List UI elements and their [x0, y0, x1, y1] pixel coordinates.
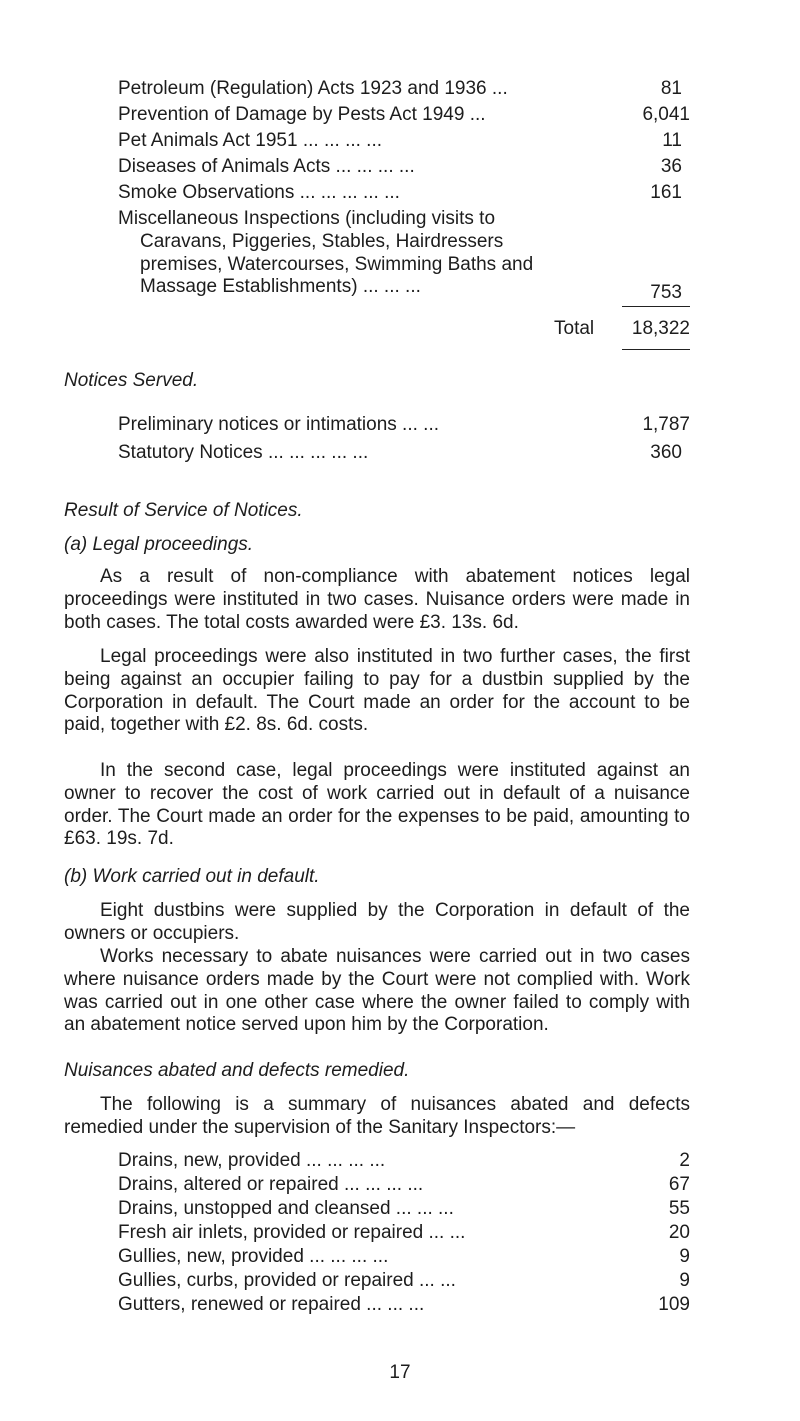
nuisance-row [118, 1246, 690, 1270]
misc-line: premises, Watercourses, Swimming Baths and [140, 253, 534, 275]
nuisance-label: Gutters, renewed or repaired ... ... ... [118, 1294, 425, 1315]
nuisance-label: Drains, unstopped and cleansed ... ... ... [118, 1198, 454, 1219]
notice-value: 360 [650, 442, 682, 463]
inspection-value: 11 [662, 130, 682, 151]
misc-value: 753 [650, 282, 682, 303]
nuisance-value: 9 [679, 1246, 690, 1267]
inspection-value: 36 [660, 156, 682, 177]
nuisance-value: 55 [668, 1198, 690, 1219]
inspection-value: 81 [660, 78, 682, 99]
total-row [118, 318, 690, 342]
legal-paragraph: As a result of non-compliance with abatement notices legal proceedings were instituted in two cases. Nuisance orders were made in both cases. The total costs awarded were £3. 13s. 6d. [64, 566, 690, 633]
total-rule-top [622, 306, 690, 307]
nuisance-value: 109 [658, 1294, 690, 1315]
nuisance-value: 20 [668, 1222, 690, 1243]
inspection-row [118, 104, 690, 128]
nuisance-row [118, 1174, 690, 1198]
inspection-label: Diseases of Animals Acts ... ... ... ... [118, 156, 415, 177]
nuisance-value: 2 [679, 1150, 690, 1171]
inspection-label: Pet Animals Act 1951 ... ... ... ... [118, 130, 383, 151]
misc-value-row [118, 282, 690, 306]
misc-line: Massage Establishments) ... ... ... [140, 276, 421, 298]
nuisances-heading: Nuisances abated and defects remedied. [64, 1060, 410, 1081]
default-heading: (b) Work carried out in default. [64, 866, 320, 887]
inspection-value: 6,041 [642, 104, 690, 125]
legal-paragraph: Legal proceedings were also instituted in two further cases, the first being against an occupier failing to pay for a dustbin supplied by the Corporation in default. The Court made an order for the account to be paid, together with £2. 8s. 6d. costs. [64, 646, 690, 736]
notices-heading: Notices Served. [64, 370, 199, 391]
nuisance-row [118, 1294, 690, 1318]
nuisance-row [118, 1270, 690, 1294]
legal-heading: (a) Legal proceedings. [64, 534, 254, 555]
nuisances-intro: The following is a summary of nuisances abated and defects remedied under the supervision of the Sanitary Inspectors:— [64, 1094, 690, 1138]
total-value: 18,322 [631, 318, 690, 339]
misc-line: Caravans, Piggeries, Stables, Hairdressers [140, 230, 504, 252]
nuisance-label: Gullies, curbs, provided or repaired ... ... [118, 1270, 456, 1291]
result-heading: Result of Service of Notices. [64, 500, 303, 521]
total-label: Total [554, 318, 595, 339]
inspection-row [118, 156, 690, 180]
inspection-row [118, 182, 690, 206]
nuisance-value: 9 [679, 1270, 690, 1291]
nuisance-row [118, 1222, 690, 1246]
nuisance-row [118, 1198, 690, 1222]
inspection-value: 161 [650, 182, 682, 203]
inspection-row [118, 130, 690, 154]
nuisance-label: Gullies, new, provided ... ... ... ... [118, 1246, 389, 1267]
page-number: 17 [389, 1362, 411, 1383]
nuisance-label: Fresh air inlets, provided or repaired ... ... [118, 1222, 466, 1243]
default-paragraph: Eight dustbins were supplied by the Corporation in default of the owners or occupiers. [64, 900, 690, 944]
notice-row [118, 414, 690, 438]
nuisance-label: Drains, new, provided ... ... ... ... [118, 1150, 386, 1171]
nuisance-label: Drains, altered or repaired ... ... ... ... [118, 1174, 424, 1195]
legal-paragraph: In the second case, legal proceedings were instituted against an owner to recover the cost of work carried out in default of a nuisance order. The Court made an order for the expenses to be paid, amounting to £63. 19s. 7d. [64, 760, 690, 850]
notice-label: Statutory Notices ... ... ... ... ... [118, 442, 369, 463]
inspection-label: Prevention of Damage by Pests Act 1949 ... [118, 104, 486, 125]
nuisance-row [118, 1150, 690, 1174]
nuisance-value: 67 [668, 1174, 690, 1195]
inspection-label: Smoke Observations ... ... ... ... ... [118, 182, 400, 203]
default-paragraph: Works necessary to abate nuisances were carried out in two cases where nuisance orders made by the Court were not complied with. Work was carried out in one other case where the owner failed to comply with an abatement notice served upon him by the Corporation. [64, 946, 690, 1036]
inspection-label: Petroleum (Regulation) Acts 1923 and 1936 ... [118, 78, 508, 99]
notice-value: 1,787 [642, 414, 690, 435]
notice-row [118, 442, 690, 466]
total-rule-bottom [622, 349, 690, 350]
misc-line: Miscellaneous Inspections (including visits to [118, 208, 496, 229]
notice-label: Preliminary notices or intimations ... ... [118, 414, 439, 435]
inspection-row [118, 78, 690, 102]
